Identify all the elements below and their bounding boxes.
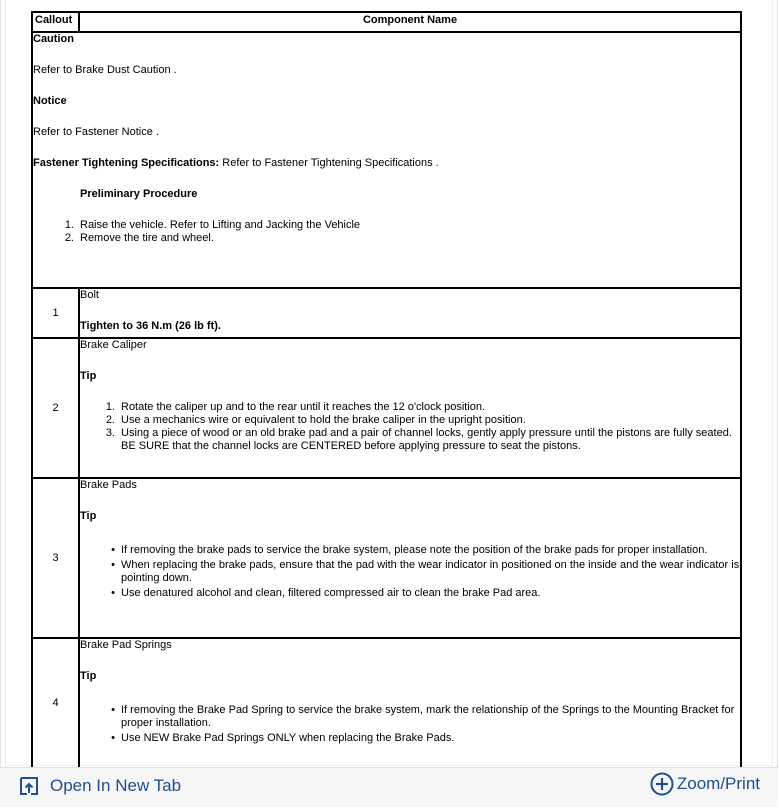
intro-cell xyxy=(32,32,741,288)
procedure-table xyxy=(31,11,742,769)
component-name: Brake Pads xyxy=(80,479,137,491)
callout-header: Callout xyxy=(32,12,79,32)
fastener-spec: Fastener Tightening Specifications: Refer to Fastener Tightening Specifications . xyxy=(33,157,439,169)
list-item: • When replacing the brake pads, ensure that the pad with the wear indicator in positioned on the inside and the wear indicator is pointing down. xyxy=(111,559,740,584)
caution-heading: Caution xyxy=(33,33,74,45)
component-cell xyxy=(79,338,741,478)
zoom-print-button[interactable] xyxy=(650,772,760,796)
component-name: Bolt xyxy=(80,289,99,301)
tip-label: Tip xyxy=(80,510,97,522)
intro-row xyxy=(32,32,741,288)
table-row xyxy=(32,638,741,768)
viewer-footer xyxy=(0,767,778,807)
open-in-new-tab-icon xyxy=(19,776,39,796)
table-row xyxy=(32,478,741,638)
zoom-plus-icon xyxy=(650,772,674,796)
callout-number: 4 xyxy=(32,638,79,768)
component-cell xyxy=(79,478,741,638)
notice-text: Refer to Fastener Notice . xyxy=(33,126,159,138)
list-item: 1. Rotate the caliper up and to the rear until it reaches the 12 o'clock position. xyxy=(105,401,486,413)
component-cell xyxy=(79,288,741,338)
list-item: 1. Raise the vehicle. Refer to Lifting and Jacking the Vehicle xyxy=(64,219,361,231)
preliminary-heading: Preliminary Procedure xyxy=(80,188,198,200)
list-item: • If removing the Brake Pad Spring to service the brake system, mark the relationship of the Springs to the Mounting Bracket for proper installation. xyxy=(111,704,735,729)
list-item: • Use denatured alcohol and clean, filtered compressed air to clean the brake Pad area. xyxy=(111,587,541,599)
list-item: • Use NEW Brake Pad Springs ONLY when replacing the Brake Pads. xyxy=(111,732,455,744)
caliper-steps xyxy=(80,401,740,453)
callout-number: 3 xyxy=(32,478,79,638)
torque-spec: Tighten to 36 N.m (26 lb ft). xyxy=(80,320,221,332)
tip-label: Tip xyxy=(80,370,97,382)
table-row xyxy=(32,288,741,338)
component-cell xyxy=(79,638,741,768)
list-item: 3. Using a piece of wood or an old brake pad and a pair of channel locks, gently apply pressure until the pistons are fully seated. BE SURE that the channel locks are CENTERED before applying pressure to seat the pistons. xyxy=(105,427,732,452)
list-item: • If removing the brake pads to service the brake system, please note the position of the brake pads for proper installation. xyxy=(111,544,708,556)
component-header: Component Name xyxy=(79,12,741,32)
table-header-row xyxy=(32,12,741,32)
list-item: 2. Use a mechanics wire or equivalent to hold the brake caliper in the upright position. xyxy=(105,414,526,426)
notice-heading: Notice xyxy=(33,95,67,107)
open-in-new-tab-label: Open In New Tab xyxy=(50,776,182,795)
table-row xyxy=(32,338,741,478)
tip-label: Tip xyxy=(80,670,97,682)
caution-text: Refer to Brake Dust Caution . xyxy=(33,64,177,76)
callout-number: 1 xyxy=(32,288,79,338)
callout-number: 2 xyxy=(32,338,79,478)
component-name: Brake Pad Springs xyxy=(80,639,172,651)
zoom-print-label: Zoom/Print xyxy=(676,774,760,793)
preliminary-steps xyxy=(33,219,740,245)
pad-spring-tips xyxy=(80,704,740,745)
component-name: Brake Caliper xyxy=(80,339,147,351)
list-item: 2. Remove the tire and wheel. xyxy=(64,232,214,244)
brake-pad-tips xyxy=(80,544,740,600)
open-in-new-tab-link[interactable] xyxy=(19,776,181,796)
